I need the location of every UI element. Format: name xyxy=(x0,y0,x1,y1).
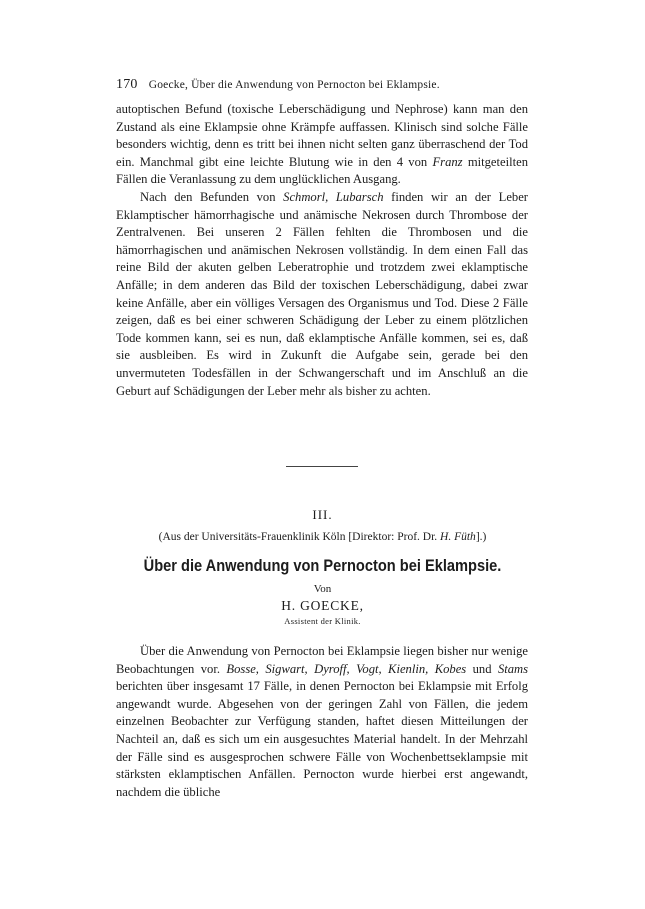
section-number: III. xyxy=(312,507,333,522)
running-title: Goecke, Über die Anwendung von Pernocton bei Eklampsie. xyxy=(148,79,440,91)
italic-name: Schmorl, Lubarsch xyxy=(283,189,384,204)
section-divider xyxy=(286,466,358,467)
paragraph: autoptischen Befund (toxische Leberschädigung und Nephrose) kann man den Zustand als eine Eklampsie ohne Krämpfe auffassen. Klinisch sind solche Fälle besonders wichtig, denn es tritt bei ihnen nicht selten ganz überraschend der Tod ein. Manchmal gibt eine leichte Blutung wie in den 4 von Franz mitgeteilten Fällen die Veranlassung zu dem unglücklichen Ausgang. xyxy=(116,102,528,187)
italic-name: Bosse, Sigwart, Dyroff, Vogt, Kienlin, Kobes xyxy=(226,661,467,676)
paragraph: Nach den Befunden von Schmorl, Lubarsch finden wir an der Leber Eklamptischer hämorrhagische und anämische Nekrosen durch Thrombose der Zentralvenen. Bei unseren 2 Fällen fehlten die Thrombosen und die hämorrhagischen und anämischen Nekrosen vollständig. In dem einen Fall das reine Bild der akuten gelben Leberatrophie und trotzdem zwei eklamptische Anfälle; in dem anderen das Bild der toxischen Leberschädigung, dabei zwar keine Anfälle, aber ein völliges Versagen des Organismus und Tod. Diese 2 Fälle zeigen, daß es bei einer schweren Schädigung der Leber zu einem plötzlichen Tode kommen kann, sei es nun, daß eklamptische Anfälle kommen, sei es, daß sie ausbleiben. Es wird in Zukunft die Aufgabe sein, gerade bei den unvermuteten Todesfällen in der Schwangerschaft und im Anschluß an die Geburt auf Schädigungen der Leber mehr als bisher zu achten. xyxy=(116,189,528,398)
page-number: 170 xyxy=(116,77,138,92)
italic-name: H. Füth xyxy=(440,531,476,543)
body-text-article xyxy=(116,643,528,801)
running-header xyxy=(116,77,440,93)
paragraph: Über die Anwendung von Pernocton bei Eklampsie liegen bisher nur wenige Beobachtungen vor. Bosse, Sigwart, Dyroff, Vogt, Kienlin, Kobes und Stams berichten über insgesamt 17 Fälle, in denen Pernocton bei Eklampsie mit Erfolg angewandt wurde. Abgesehen von der geringen Zahl von Fällen, die jedem einzelnen Beobachter zur Verfügung standen, haftet diesen Mitteilungen der Nachteil an, daß es sich um ein ausgesuchtes Material handelt. In der Mehrzahl der Fälle sind es ausgesprochen schwere Fälle von Wochenbettseklampsie mit stärksten eklamptischen Anfällen. Pernocton wurde hierbei erst angewandt, nachdem die übliche xyxy=(116,644,529,799)
italic-name: Franz xyxy=(432,154,463,169)
body-text-previous-article xyxy=(116,101,528,400)
institution-line: (Aus der Universitäts-Frauenklinik Köln [Direktor: Prof. Dr. H. Füth].) xyxy=(158,531,487,543)
article-title: Über die Anwendung von Pernocton bei Eklampsie. xyxy=(143,556,502,575)
byline-von: Von xyxy=(313,583,332,595)
author-name: H. GOECKE, xyxy=(281,598,364,613)
author-affiliation: Assistent der Klinik. xyxy=(284,616,361,626)
italic-name: Stams xyxy=(497,661,529,676)
